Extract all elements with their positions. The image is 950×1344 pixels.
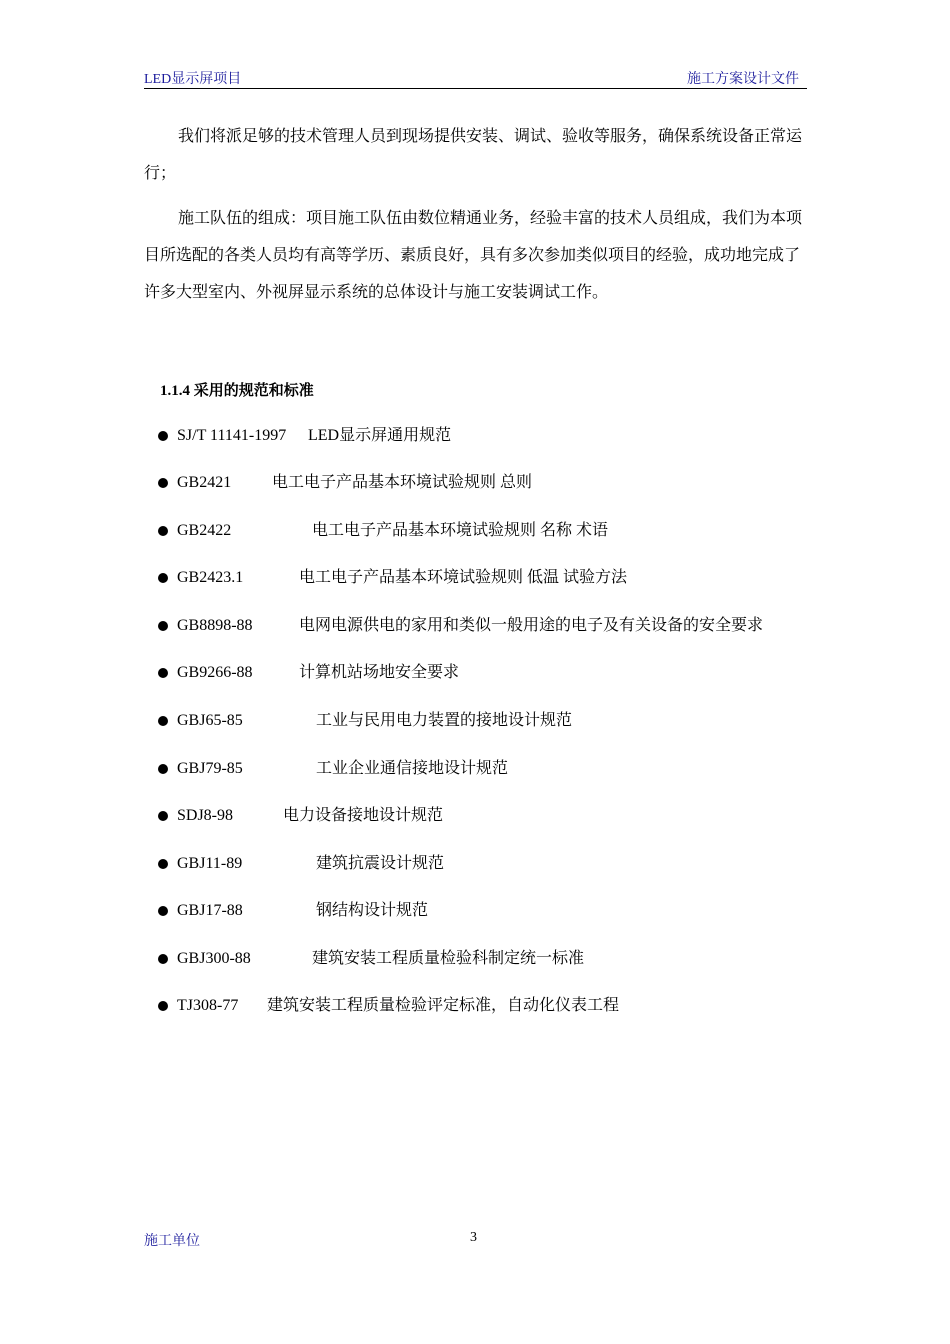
bullet-icon (158, 859, 168, 869)
bullet-icon (158, 811, 168, 821)
bullet-icon (158, 431, 168, 441)
standard-code: GB2421 (177, 474, 232, 491)
bullet-icon (158, 906, 168, 916)
standard-code: GBJ17-88 (177, 902, 243, 919)
header-document-title: 施工方案设计文件 (687, 72, 799, 87)
bullet-icon (158, 478, 168, 488)
standard-code: GB2423.1 (177, 569, 244, 586)
standard-title: 计算机站场地安全要求 (299, 664, 460, 681)
standard-code: SJ/T 11141-1997 (177, 427, 287, 444)
standard-title: 建筑安装工程质量检验科制定统一标准 (312, 950, 585, 967)
bullet-icon (158, 954, 168, 964)
standard-title: 电工电子产品基本环境试验规则 总则 (272, 474, 533, 491)
standard-title: 工业与民用电力装置的接地设计规范 (316, 712, 573, 729)
standard-title: 建筑安装工程质量检验评定标准，自动化仪表工程 (267, 997, 620, 1014)
standard-title: 工业企业通信接地设计规范 (316, 760, 509, 777)
bullet-icon (158, 668, 168, 678)
standard-title: 电工电子产品基本环境试验规则 低温 试验方法 (299, 569, 628, 586)
standard-title: 电力设备接地设计规范 (283, 807, 444, 824)
standard-code: SDJ8-98 (177, 807, 234, 824)
header-project-name: LED显示屏项目 (144, 72, 242, 87)
standard-code: GBJ79-85 (177, 760, 243, 777)
standard-title: 电工电子产品基本环境试验规则 名称 术语 (312, 522, 609, 539)
footer-organization: 施工单位 (144, 1234, 200, 1249)
standard-code: GBJ300-88 (177, 950, 251, 967)
standard-code: GB9266-88 (177, 664, 253, 681)
bullet-icon (158, 621, 168, 631)
standard-title: 电网电源供电的家用和类似一般用途的电子及有关设备的安全要求 (299, 617, 764, 634)
bullet-icon (158, 716, 168, 726)
standard-title: 建筑抗震设计规范 (316, 855, 445, 872)
standard-code: GB2422 (177, 522, 232, 539)
bullet-icon (158, 1001, 168, 1011)
bullet-icon (158, 573, 168, 583)
standard-code: TJ308-77 (177, 997, 239, 1014)
page-number: 3 (470, 1230, 477, 1245)
page-header (144, 66, 807, 89)
standard-code: GBJ11-89 (177, 855, 243, 872)
standard-title: LED显示屏通用规范 (308, 427, 452, 444)
standard-title: 钢结构设计规范 (316, 902, 429, 919)
bullet-icon (158, 526, 168, 536)
standard-code: GB8898-88 (177, 617, 253, 634)
section-heading: 1.1.4 采用的规范和标准 (160, 383, 314, 399)
body-paragraph-team: 施工队伍的组成：项目施工队伍由数位精通业务，经验丰富的技术人员组成，我们为本项目所选配的各类人员均有高等学历、素质良好，具有多次参加类似项目的经验，成功地完成了许多大型室内、外视屏显示系统的总体设计与施工安装调试工作。 (144, 210, 803, 301)
standard-code: GBJ65-85 (177, 712, 243, 729)
body-paragraph-service: 我们将派足够的技术管理人员到现场提供安装、调试、验收等服务，确保系统设备正常运行； (144, 128, 803, 182)
bullet-icon (158, 764, 168, 774)
